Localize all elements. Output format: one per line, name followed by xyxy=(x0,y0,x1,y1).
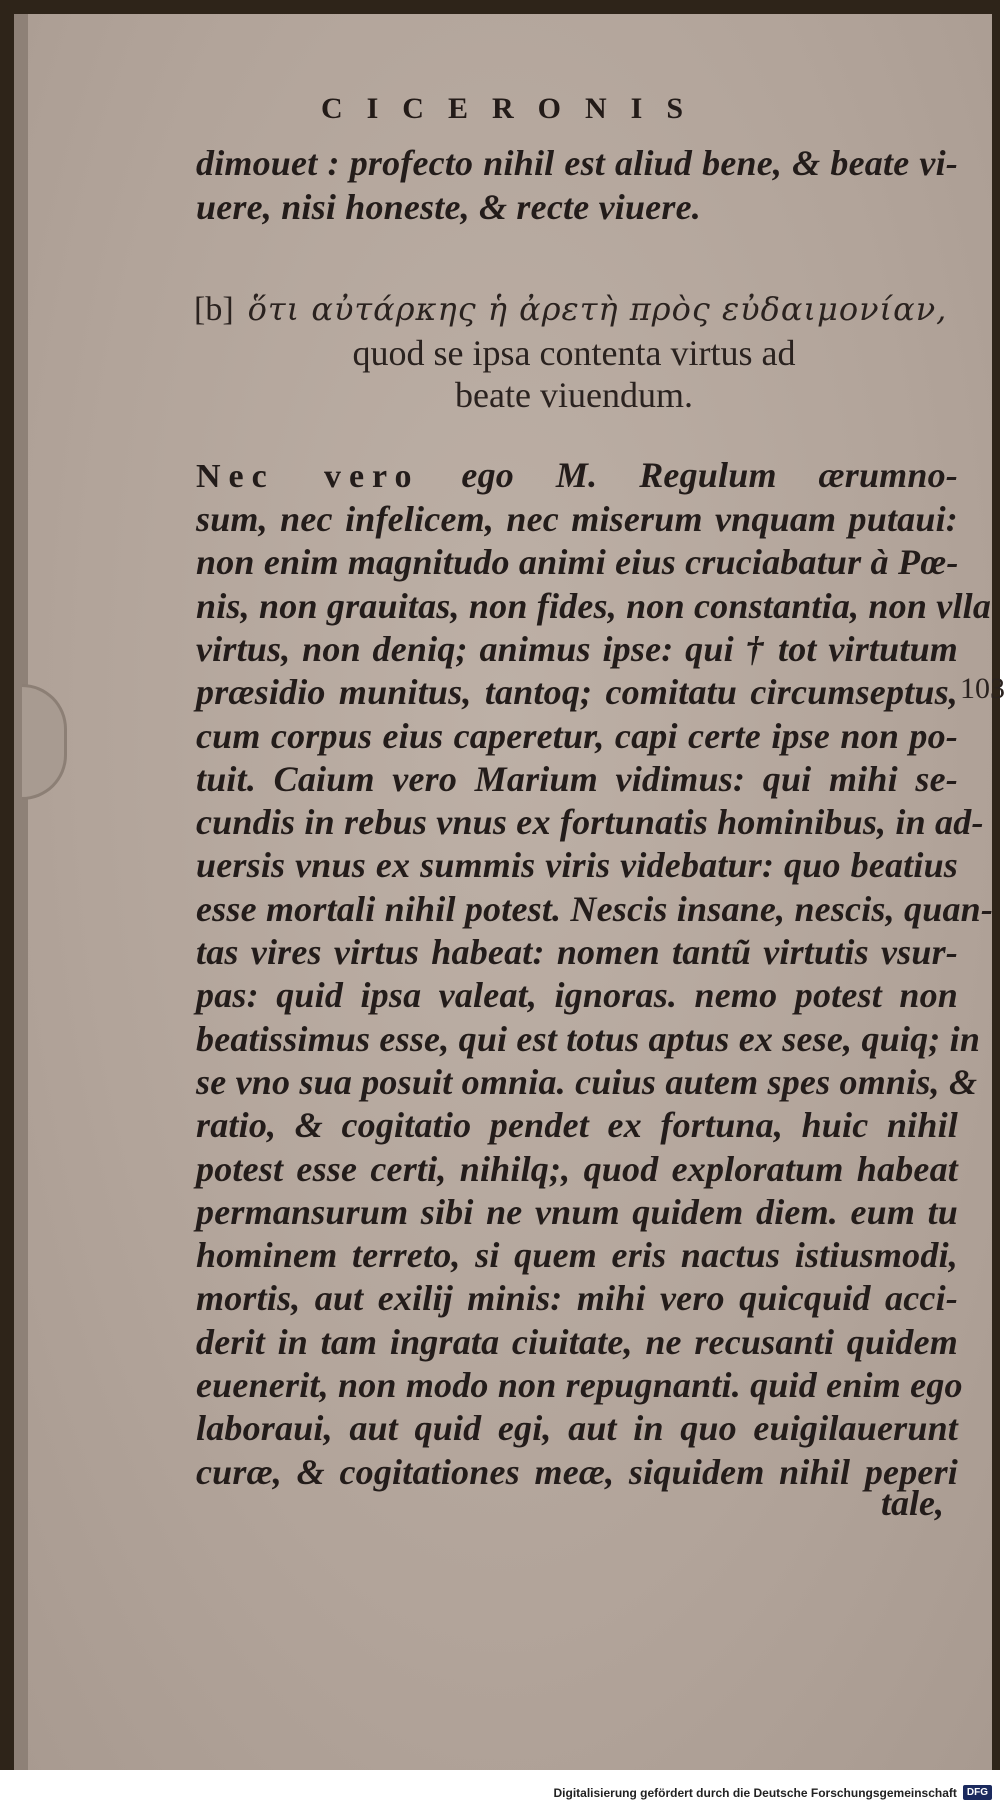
text-line: nis, non grauitas, non fides, non constantia, non vlla xyxy=(196,586,992,626)
text-line: uersis vnus ex summis viris videbatur: quo beatius xyxy=(196,845,958,885)
section-heading-greek xyxy=(194,290,964,329)
footer-credit xyxy=(553,1785,992,1800)
book-page xyxy=(14,14,1005,1770)
margin-number: 103 xyxy=(960,672,1005,705)
dfg-logo: DFG xyxy=(963,1785,992,1800)
text-line: dimouet : profecto nihil est aliud bene, & beate vi- xyxy=(196,143,958,183)
text-line: permansurum sibi ne vnum quidem diem. eum tu xyxy=(196,1192,958,1232)
heading-line: beate viuendum. xyxy=(455,375,693,415)
text-line: derit in tam ingrata ciuitate, ne recusanti quidem xyxy=(196,1322,958,1362)
paragraph-lead: Nec vero xyxy=(196,458,420,495)
footnote-marker: [b] xyxy=(194,291,234,328)
text-line: sum, nec infelicem, nec miserum vnquam putaui: xyxy=(196,499,958,539)
text-line: mortis, aut exilij minis: mihi vero quicquid acci- xyxy=(196,1278,958,1318)
text-line: curæ, & cogitationes meæ, siquidem nihil peperi xyxy=(196,1452,958,1492)
text-line: uere, nisi honeste, & recte viuere. xyxy=(196,187,701,227)
greek-heading: ὅτι αὐτάρκης ἡ ἀρετὴ πρὸς εὐδαιμονίαν, xyxy=(247,290,948,328)
page-gutter xyxy=(14,14,28,1770)
text-line: beatissimus esse, qui est totus aptus ex sese, quiq; in xyxy=(196,1019,981,1059)
text-line: ratio, & cogitatio pendet ex fortuna, huic nihil xyxy=(196,1105,958,1145)
text-line: cundis in rebus vnus ex fortunatis hominibus, in ad- xyxy=(196,802,984,842)
footer-text: Digitalisierung gefördert durch die Deutsche Forschungsgemeinschaft xyxy=(553,1785,957,1800)
text-line: hominem terreto, si quem eris nactus istiusmodi, xyxy=(196,1235,958,1275)
running-head: CICERONIS xyxy=(320,92,708,125)
text-line: tas vires virtus habeat: nomen tantũ virtutis vsur- xyxy=(196,932,958,972)
text-line: laboraui, aut quid egi, aut in quo euigilauerunt xyxy=(196,1408,958,1448)
text-line: tuit. Caium vero Marium vidimus: qui mihi se- xyxy=(196,759,958,799)
heading-line: quod se ipsa contenta virtus ad xyxy=(352,333,796,373)
text-line: esse mortali nihil potest. Nescis insane, nescis, quan- xyxy=(196,889,994,929)
text-line: non enim magnitudo animi eius cruciabatur à Pœ- xyxy=(196,542,959,582)
paragraph-first-line xyxy=(196,454,958,496)
text-line: præsidio munitus, tantoq; comitatu circumseptus, xyxy=(196,672,958,712)
text-line: potest esse certi, nihilq;, quod exploratum habeat xyxy=(196,1149,958,1189)
text-line: virtus, non deniq; animus ipse: qui † tot virtutum xyxy=(196,629,958,669)
text-line: cum corpus eius caperetur, capi certe ipse non po- xyxy=(196,716,958,756)
catchword: tale, xyxy=(881,1483,944,1523)
paragraph-first-rest: ego M. Regulum ærumno- xyxy=(461,455,958,495)
text-line: euenerit, non modo non repugnanti. quid enim ego xyxy=(196,1365,963,1405)
text-line: se vno sua posuit omnia. cuius autem spes omnis, & xyxy=(196,1062,978,1102)
text-line: pas: quid ipsa valeat, ignoras. nemo potest non xyxy=(196,975,958,1015)
